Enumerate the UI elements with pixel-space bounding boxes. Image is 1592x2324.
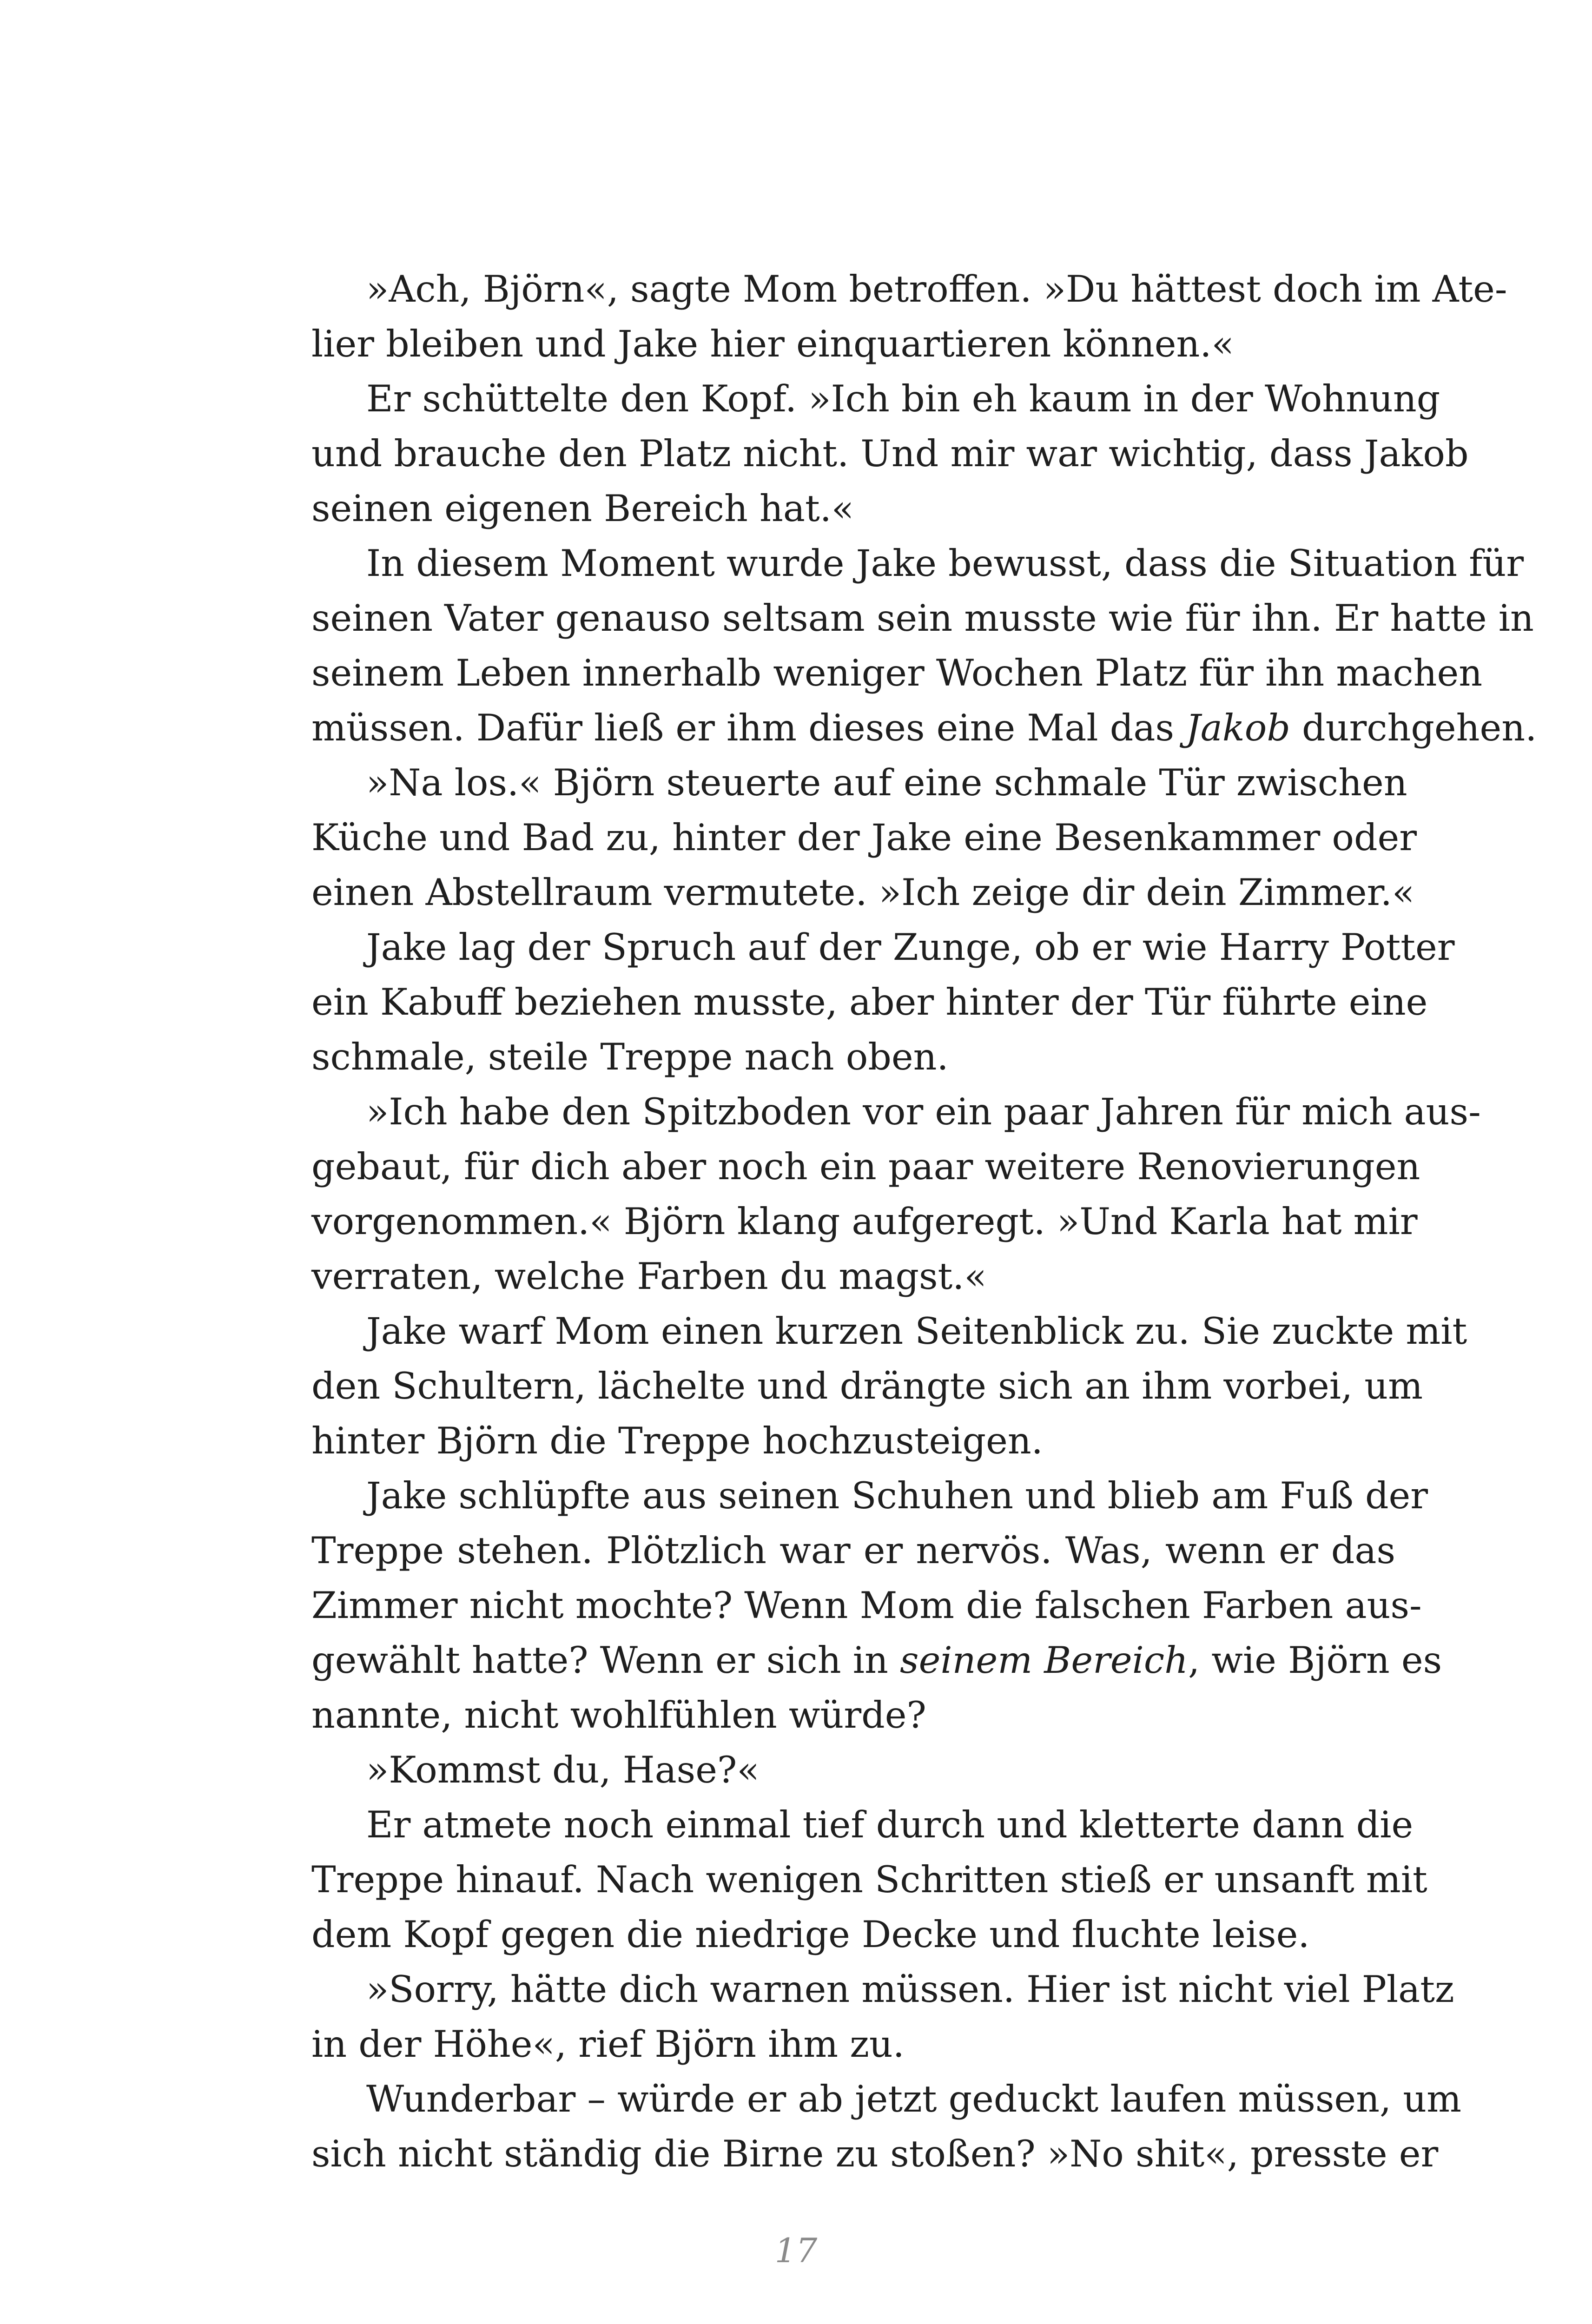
text-line: seinen eigenen Bereich hat.« bbox=[311, 487, 854, 530]
text-line: lier bleiben und Jake hier einquartieren können.« bbox=[311, 323, 1234, 365]
text-line: »Ich habe den Spitzboden vor ein paar Jahren für mich aus- bbox=[366, 1090, 1481, 1133]
paragraph-8 bbox=[257, 1468, 1442, 1743]
text-line: Treppe hinauf. Nach wenigen Schritten stieß er unsanft mit bbox=[311, 1858, 1427, 1901]
text-line: in der Höhe«, rief Björn ihm zu. bbox=[311, 2023, 905, 2066]
text-line: einen Abstellraum vermutete. »Ich zeige dir dein Zimmer.« bbox=[311, 871, 1415, 914]
text-line: vorgenommen.« Björn klang aufgeregt. »Und Karla hat mir bbox=[311, 1200, 1418, 1243]
paragraph-5 bbox=[257, 920, 1455, 1084]
text-line: hinter Björn die Treppe hochzusteigen. bbox=[311, 1419, 1043, 1462]
text-line: Jake warf Mom einen kurzen Seitenblick zu. Sie zuckte mit bbox=[366, 1310, 1467, 1353]
paragraph-1 bbox=[257, 262, 1507, 371]
text-line: seinem Leben innerhalb weniger Wochen Platz für ihn machen bbox=[311, 652, 1483, 694]
paragraph-2 bbox=[257, 371, 1469, 536]
text-line: »Ach, Björn«, sagte Mom betroffen. »Du hättest doch im Ate- bbox=[366, 268, 1507, 310]
text-line: seinen Vater genauso seltsam sein musste wie für ihn. Er hatte in bbox=[311, 597, 1534, 640]
paragraph-3 bbox=[257, 536, 1537, 755]
text-line: sich nicht ständig die Birne zu stoßen? »No shit«, presste er bbox=[311, 2133, 1439, 2175]
text-line: schmale, steile Treppe nach oben. bbox=[311, 1036, 949, 1078]
text-line: »Na los.« Björn steuerte auf eine schmale Tür zwischen bbox=[366, 761, 1407, 804]
text-run: , wie Björn es bbox=[1188, 1639, 1442, 1682]
italic-name: Jakob bbox=[1186, 706, 1290, 749]
paragraph-4 bbox=[257, 755, 1417, 920]
text-line bbox=[257, 700, 1537, 755]
text-line: In diesem Moment wurde Jake bewusst, dass die Situation für bbox=[366, 542, 1524, 585]
text-line: nannte, nicht wohlfühlen würde? bbox=[311, 1694, 926, 1736]
text-line: Wunderbar – würde er ab jetzt geduckt laufen müssen, um bbox=[366, 2078, 1462, 2120]
text-line: Zimmer nicht mochte? Wenn Mom die falschen Farben aus- bbox=[311, 1584, 1422, 1627]
text-line: gebaut, für dich aber noch ein paar weitere Renovierungen bbox=[311, 1145, 1420, 1188]
text-line: »Sorry, hätte dich warnen müssen. Hier ist nicht viel Platz bbox=[366, 1968, 1454, 2011]
text-line: »Kommst du, Hase?« bbox=[366, 1749, 760, 1791]
paragraph-11 bbox=[257, 1962, 1454, 2072]
text-run: gewählt hatte? Wenn er sich in bbox=[311, 1639, 900, 1682]
page-number: 17 bbox=[774, 2231, 818, 2270]
text-line: Treppe stehen. Plötzlich war er nervös. Was, wenn er das bbox=[311, 1529, 1395, 1572]
paragraph-7 bbox=[257, 1304, 1467, 1468]
text-line: Küche und Bad zu, hinter der Jake eine Besenkammer oder bbox=[311, 816, 1417, 859]
text-line: und brauche den Platz nicht. Und mir war wichtig, dass Jakob bbox=[311, 432, 1469, 475]
body-text bbox=[257, 262, 1537, 2181]
text-run: durchgehen. bbox=[1290, 706, 1537, 749]
text-line: Jake schlüpfte aus seinen Schuhen und blieb am Fuß der bbox=[366, 1474, 1428, 1517]
text-line: Er atmete noch einmal tief durch und kletterte dann die bbox=[366, 1803, 1414, 1846]
paragraph-12 bbox=[257, 2072, 1462, 2181]
text-line: ein Kabuff beziehen musste, aber hinter der Tür führte eine bbox=[311, 981, 1428, 1023]
text-line: Jake lag der Spruch auf der Zunge, ob er wie Harry Potter bbox=[366, 926, 1455, 969]
text-line: den Schultern, lächelte und drängte sich an ihm vorbei, um bbox=[311, 1365, 1423, 1407]
paragraph-6 bbox=[257, 1084, 1481, 1304]
paragraph-9 bbox=[257, 1743, 1395, 1797]
text-line bbox=[257, 1633, 1442, 1688]
text-line: Er schüttelte den Kopf. »Ich bin eh kaum in der Wohnung bbox=[366, 377, 1440, 420]
text-line: dem Kopf gegen die niedrige Decke und fluchte leise. bbox=[311, 1913, 1310, 1956]
italic-phrase: seinem Bereich bbox=[900, 1639, 1188, 1682]
paragraph-10 bbox=[257, 1797, 1427, 1962]
text-line: verraten, welche Farben du magst.« bbox=[311, 1255, 987, 1298]
text-run: müssen. Dafür ließ er ihm dieses eine Mal das bbox=[311, 706, 1186, 749]
